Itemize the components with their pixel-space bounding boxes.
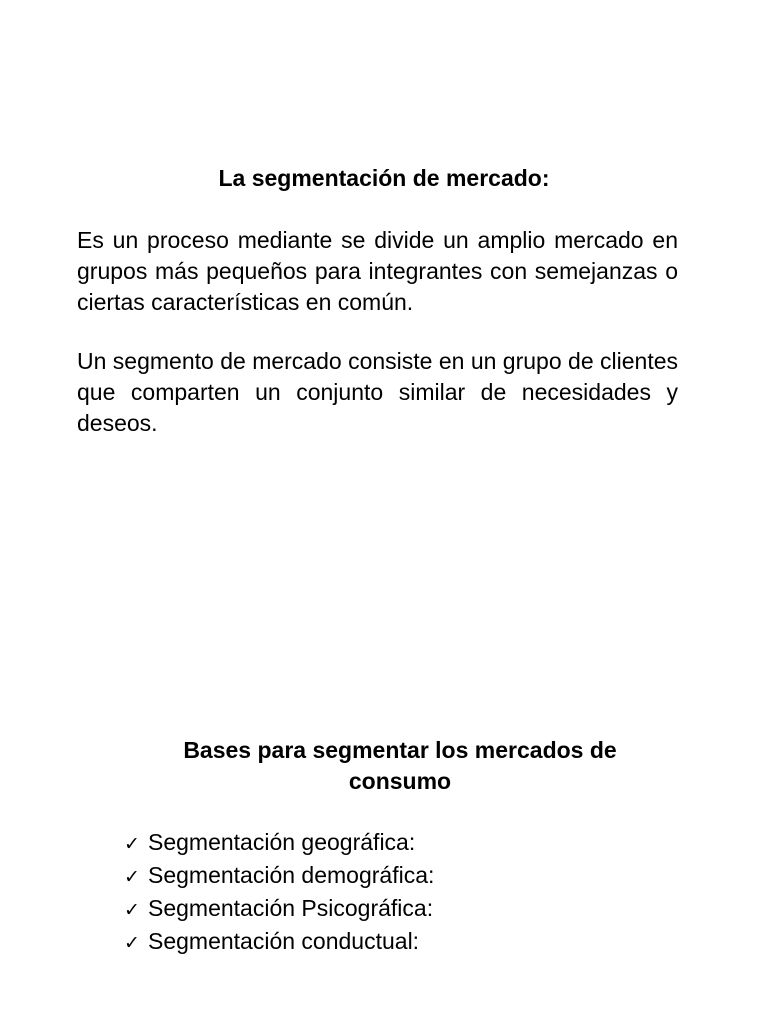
bases-list [124, 827, 434, 959]
paragraph-definition: Es un proceso mediante se divide un amplio mercado en grupos más pequeños para integrantes con semejanzas o ciertas características en común. [77, 227, 678, 315]
checkmark-icon: ✓ [124, 932, 140, 954]
list-item [124, 926, 434, 959]
list-item-label: Segmentación Psicográfica: [148, 895, 434, 921]
paragraph-segment: Un segmento de mercado consiste en un grupo de clientes que comparten un conjunto similar de necesidades y deseos. [77, 348, 678, 436]
checkmark-icon: ✓ [124, 899, 140, 921]
list-item [124, 893, 434, 926]
list-item [124, 860, 434, 893]
checkmark-icon: ✓ [124, 833, 140, 855]
list-item-label: Segmentación demográfica: [148, 862, 435, 888]
list-item-label: Segmentación geográfica: [148, 829, 416, 855]
list-item [124, 827, 434, 860]
section-title-bases: Bases para segmentar los mercados de consumo [183, 737, 617, 794]
checkmark-icon: ✓ [124, 866, 140, 888]
list-item-label: Segmentación conductual: [148, 928, 420, 954]
section-title-segmentacion: La segmentación de mercado: [218, 165, 550, 191]
